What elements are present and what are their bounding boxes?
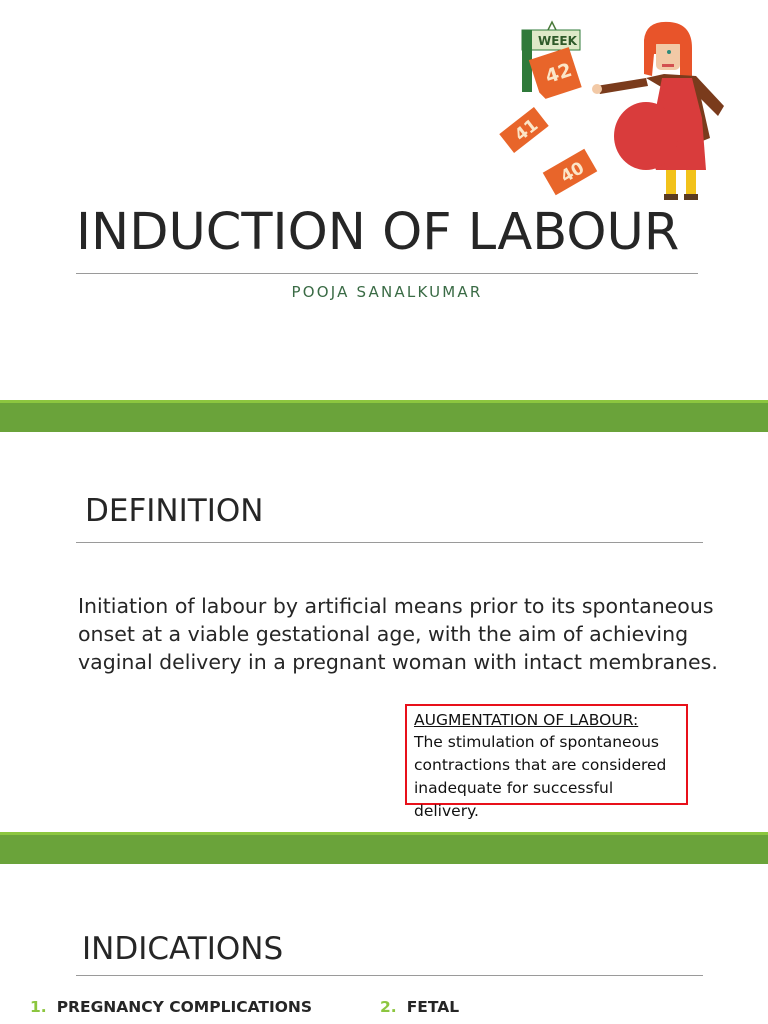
- indication-item: [380, 998, 459, 1016]
- presenter-name: POOJA SANALKUMAR: [291, 283, 483, 301]
- title-divider: [76, 273, 698, 274]
- indications-divider: [76, 975, 703, 976]
- definition-heading: DEFINITION: [85, 493, 264, 529]
- augmentation-callout-box: [405, 704, 688, 820]
- calendar-week-label: WEEK: [538, 34, 577, 48]
- indication-label: FETAL: [406, 998, 460, 1016]
- pregnant-woman-calendar-illustration: [496, 18, 732, 210]
- indication-item: [30, 998, 312, 1016]
- callout-body: The stimulation of spontaneous contractions that are considered inadequate for successful delivery.: [414, 733, 667, 820]
- definition-divider: [76, 542, 703, 543]
- calendar-page-40: 40: [557, 158, 588, 188]
- presentation-title: INDUCTION OF LABOUR: [76, 203, 680, 262]
- indication-number: 1.: [30, 998, 47, 1016]
- slide-separator-band: [0, 832, 768, 864]
- indication-number: 2.: [380, 998, 397, 1016]
- callout-title: AUGMENTATION OF LABOUR:: [414, 711, 639, 729]
- indication-label: PREGNANCY COMPLICATIONS: [56, 998, 313, 1016]
- slide-separator-band: [0, 400, 768, 432]
- calendar-page-42: 42: [542, 59, 575, 89]
- definition-text: Initiation of labour by artificial means prior to its spontaneous onset at a viable gestational age, with the aim of achieving vaginal delivery in a pregnant woman with intact membranes.: [78, 594, 718, 674]
- calendar-page-41: 41: [511, 115, 543, 146]
- title-slide: [0, 0, 768, 400]
- indications-heading: INDICATIONS: [82, 931, 284, 967]
